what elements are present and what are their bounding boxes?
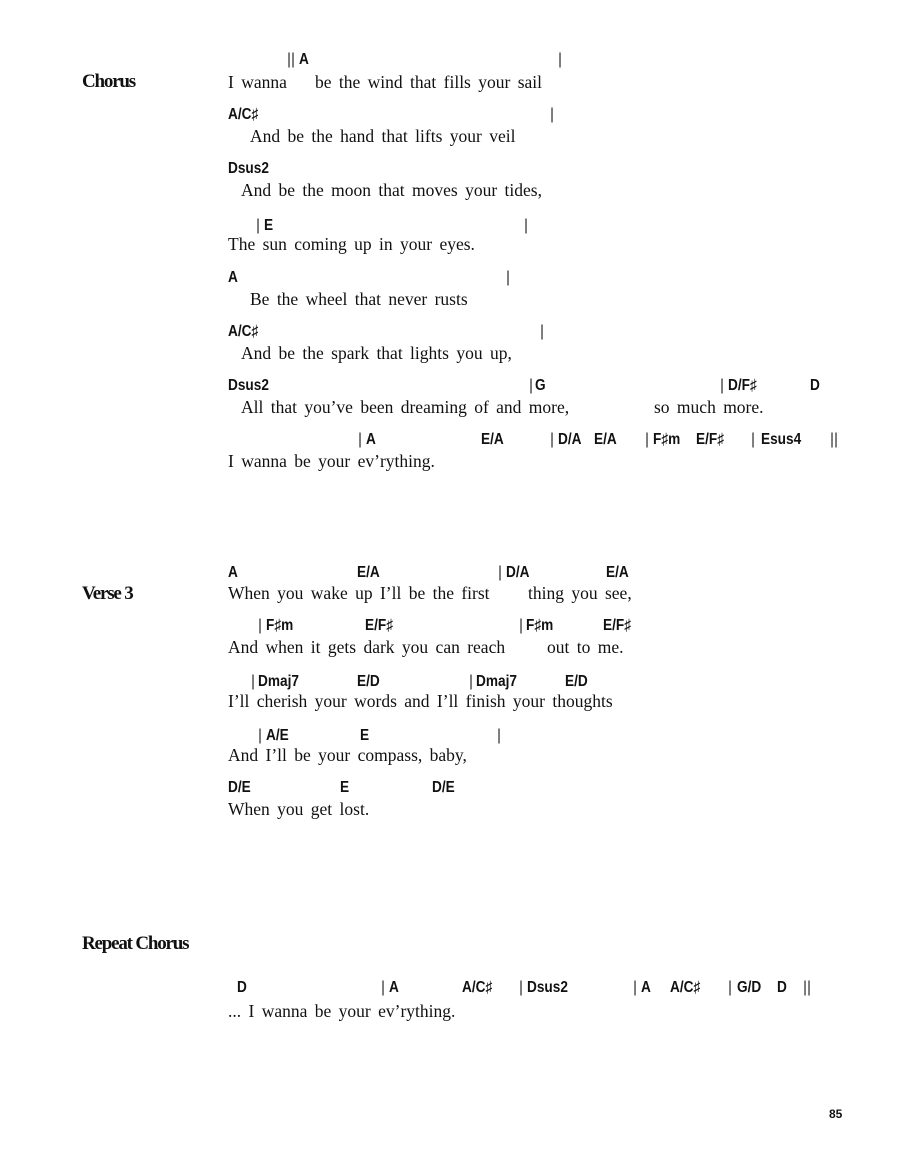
- lyric-text: When you get lost.: [228, 799, 370, 819]
- chord: E/A: [357, 564, 380, 581]
- chord: Dmaj7: [476, 673, 517, 690]
- barline: |: [519, 979, 524, 996]
- chord: D: [237, 979, 247, 996]
- lyric-text: I’ll cherish your words and I’ll finish your thoughts: [228, 691, 613, 711]
- chord: E/F♯: [365, 617, 394, 634]
- double-barline: ||: [830, 431, 839, 448]
- lyric-text: And be the moon that moves your tides,: [241, 180, 542, 200]
- double-barline: ||: [803, 979, 812, 996]
- lyric-line: [0, 72, 900, 96]
- chord: E/D: [565, 673, 588, 690]
- barline: |: [497, 727, 502, 744]
- lyric-text: I wanna: [228, 72, 287, 92]
- lyric-text: All that you’ve been dreaming of and more,: [241, 397, 570, 417]
- chord: E: [264, 217, 274, 234]
- barline: |: [258, 727, 263, 744]
- lyric-line: [0, 126, 900, 150]
- barline: |: [381, 979, 386, 996]
- lyric-text: And be the hand that lifts your veil: [250, 126, 516, 146]
- chord: E/A: [481, 431, 504, 448]
- chord: E/D: [357, 673, 380, 690]
- chord: A/C♯: [228, 323, 259, 340]
- chord: E/F♯: [603, 617, 632, 634]
- chord: D: [810, 377, 820, 394]
- chord: G/D: [737, 979, 762, 996]
- chord: E/A: [594, 431, 617, 448]
- barline: |: [498, 564, 503, 581]
- page-number: 85: [829, 1107, 843, 1121]
- chord: E/F♯: [696, 431, 725, 448]
- lyric-line: [0, 637, 900, 661]
- chord: A/C♯: [670, 979, 701, 996]
- chord: Dmaj7: [258, 673, 299, 690]
- lyric-text: be the wind that fills your sail: [315, 72, 542, 92]
- chord: A: [641, 979, 651, 996]
- chord: F♯m: [266, 617, 294, 634]
- chord: A/C♯: [228, 106, 259, 123]
- chord: Esus4: [761, 431, 802, 448]
- barline: |: [550, 431, 555, 448]
- chord: D/A: [506, 564, 530, 581]
- lyric-text: The sun coming up in your eyes.: [228, 234, 475, 254]
- barline: |: [519, 617, 524, 634]
- barline: |: [728, 979, 733, 996]
- lyric-text: I wanna be your ev’rything.: [228, 451, 435, 471]
- lyric-text: And I’ll be your compass, baby,: [228, 745, 467, 765]
- barline: |: [751, 431, 756, 448]
- section-label-verse-3: Verse 3: [82, 583, 133, 604]
- section-label-repeat-chorus: Repeat Chorus: [82, 933, 189, 954]
- barline: |: [633, 979, 638, 996]
- lyric-line: [0, 397, 900, 421]
- chord: D: [777, 979, 787, 996]
- lyric-line: [0, 451, 900, 475]
- chord: Dsus2: [527, 979, 568, 996]
- barline: |: [506, 269, 511, 286]
- chord: A: [389, 979, 399, 996]
- section-label-chorus: Chorus: [82, 71, 135, 92]
- chord: A/E: [266, 727, 289, 744]
- lyric-text: out to me.: [547, 637, 624, 657]
- lyric-line: [0, 745, 900, 769]
- chord: A/C♯: [462, 979, 493, 996]
- lyric-line: [0, 691, 900, 715]
- chord: D/E: [228, 779, 251, 796]
- chord: E/A: [606, 564, 629, 581]
- lyric-line: [0, 583, 900, 607]
- barline: |: [529, 377, 534, 394]
- lyric-line: [0, 289, 900, 313]
- lyric-text: And be the spark that lights you up,: [241, 343, 512, 363]
- chord: E: [360, 727, 370, 744]
- lyric-text: so much more.: [654, 397, 764, 417]
- chord: D/F♯: [728, 377, 757, 394]
- chord: A: [228, 564, 238, 581]
- chord-line: [0, 979, 900, 1003]
- chord: Dsus2: [228, 160, 269, 177]
- lyric-text: thing you see,: [528, 583, 632, 603]
- chord: D/A: [558, 431, 582, 448]
- double-barline: ||: [287, 51, 296, 68]
- chord: D/E: [432, 779, 455, 796]
- lyric-line: [0, 1001, 900, 1025]
- chord: Dsus2: [228, 377, 269, 394]
- barline: |: [469, 673, 474, 690]
- chord: A: [366, 431, 376, 448]
- lyric-line: [0, 234, 900, 258]
- lyric-line: [0, 799, 900, 823]
- chord: F♯m: [653, 431, 681, 448]
- barline: |: [720, 377, 725, 394]
- lyric-text: And when it gets dark you can reach: [228, 637, 506, 657]
- chord: E: [340, 779, 350, 796]
- barline: |: [524, 217, 529, 234]
- lyric-line: [0, 343, 900, 367]
- barline: |: [358, 431, 363, 448]
- barline: |: [558, 51, 563, 68]
- barline: |: [645, 431, 650, 448]
- chord: G: [535, 377, 546, 394]
- barline: |: [550, 106, 555, 123]
- barline: |: [258, 617, 263, 634]
- lyric-text: ... I wanna be your ev’rything.: [228, 1001, 456, 1021]
- barline: |: [251, 673, 256, 690]
- chord: A: [228, 269, 238, 286]
- barline: |: [256, 217, 261, 234]
- lyric-text: Be the wheel that never rusts: [250, 289, 468, 309]
- chord: A: [299, 51, 309, 68]
- chord: F♯m: [526, 617, 554, 634]
- barline: |: [540, 323, 545, 340]
- lyric-text: When you wake up I’ll be the first: [228, 583, 490, 603]
- lyric-line: [0, 180, 900, 204]
